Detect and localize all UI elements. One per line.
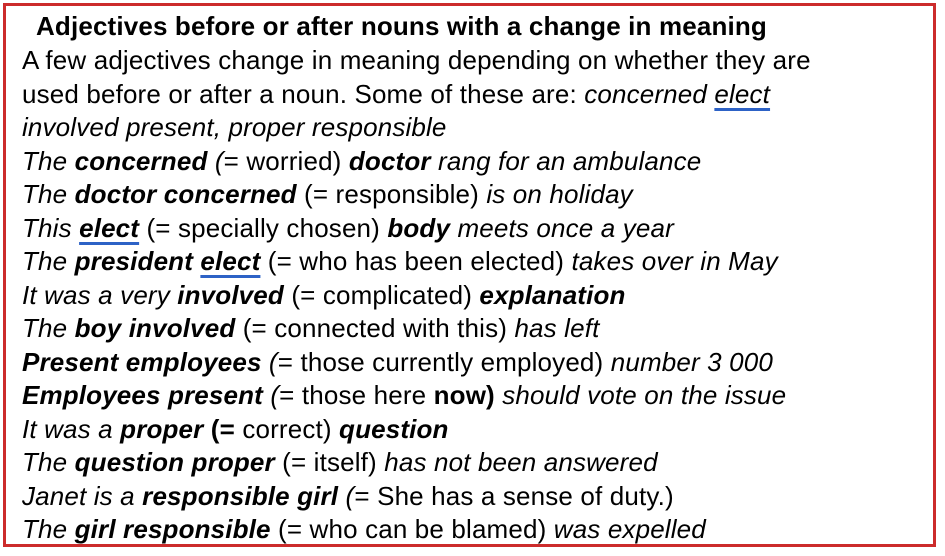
example-text: ( bbox=[262, 380, 280, 410]
example-meaning: (= complicated) bbox=[291, 279, 480, 310]
example-meaning: (= connected with this) bbox=[242, 313, 515, 343]
example-noun: president bbox=[74, 246, 201, 276]
example-emphasis: now) bbox=[433, 380, 495, 410]
example-meaning-open: (= bbox=[210, 413, 235, 444]
example-meaning: (= responsible) bbox=[304, 179, 487, 209]
example-text: ( bbox=[207, 145, 224, 176]
example-adjective-underlined: elect bbox=[200, 246, 261, 276]
example-meaning: = those here bbox=[279, 380, 434, 410]
example-text: meets once a year bbox=[450, 212, 674, 243]
example-line bbox=[22, 413, 927, 447]
example-text bbox=[235, 313, 242, 343]
example-line bbox=[22, 212, 927, 246]
example-adjective: boy involved bbox=[74, 313, 236, 343]
example-text: has left bbox=[514, 313, 600, 343]
page-title: Adjectives before or after nouns with a change in meaning bbox=[36, 11, 767, 41]
example-noun: doctor bbox=[348, 145, 431, 176]
example-text: should vote on the issue bbox=[494, 380, 787, 410]
example-meaning: = those currently employed) bbox=[277, 346, 611, 377]
example-text: The bbox=[22, 313, 75, 343]
example-line bbox=[22, 480, 927, 514]
example-meaning: (= itself) bbox=[282, 447, 385, 477]
example-noun: body bbox=[387, 212, 451, 243]
example-text: is on holiday bbox=[486, 179, 633, 209]
example-line bbox=[22, 513, 927, 547]
example-line bbox=[22, 279, 927, 313]
intro-line-1 bbox=[22, 44, 927, 78]
example-text: Janet is a bbox=[22, 480, 143, 511]
example-text: It was a very bbox=[22, 279, 178, 310]
example-line bbox=[22, 379, 927, 413]
example-adjective: Employees present bbox=[22, 380, 263, 410]
intro-text: used before or after a noun. Some of these are: bbox=[22, 78, 585, 109]
intro-line-2 bbox=[22, 78, 927, 112]
example-adjective: girl responsible bbox=[74, 514, 271, 544]
example-adjective: responsible girl bbox=[142, 480, 339, 511]
example-adjective: concerned bbox=[74, 145, 208, 176]
example-text bbox=[271, 514, 278, 544]
example-meaning: (= who has been elected) bbox=[267, 246, 572, 276]
example-noun: question bbox=[339, 413, 449, 444]
example-text: takes over in May bbox=[571, 246, 778, 276]
example-text bbox=[203, 414, 210, 444]
intro-text: A few adjectives change in meaning depending on whether they are bbox=[22, 45, 811, 75]
example-text: The bbox=[22, 514, 75, 544]
content-frame bbox=[3, 3, 936, 547]
example-text: ( bbox=[338, 480, 355, 511]
example-line bbox=[22, 346, 927, 380]
example-noun: explanation bbox=[479, 279, 626, 310]
example-adjective: Present employees bbox=[22, 346, 262, 377]
example-text: The bbox=[22, 246, 75, 276]
example-meaning: (= who can be blamed) bbox=[278, 514, 554, 544]
example-text: number 3 000 bbox=[610, 346, 773, 377]
intro-adjective-underlined: elect bbox=[714, 78, 771, 109]
example-line bbox=[22, 145, 927, 179]
example-line bbox=[22, 245, 927, 279]
intro-adjective: concerned bbox=[584, 78, 715, 109]
document-body bbox=[22, 10, 927, 547]
example-line bbox=[22, 312, 927, 346]
example-text: The bbox=[22, 179, 75, 209]
example-adjective: question proper bbox=[74, 447, 275, 477]
example-text: The bbox=[22, 145, 75, 176]
example-adjective-underlined: elect bbox=[79, 212, 140, 243]
example-line bbox=[22, 178, 927, 212]
example-text: It was a bbox=[22, 413, 121, 444]
example-meaning: (= specially chosen) bbox=[146, 212, 388, 243]
example-text bbox=[260, 246, 267, 276]
example-adjective: involved bbox=[177, 279, 284, 310]
intro-adjective-list: involved present, proper responsible bbox=[22, 112, 447, 142]
example-text: The bbox=[22, 447, 75, 477]
intro-line-3 bbox=[22, 111, 927, 145]
example-text: This bbox=[22, 212, 80, 243]
example-meaning: = worried) bbox=[223, 145, 349, 176]
example-text: ( bbox=[261, 346, 278, 377]
example-text bbox=[297, 179, 304, 209]
example-adjective: doctor concerned bbox=[74, 179, 297, 209]
example-meaning: correct) bbox=[234, 413, 340, 444]
example-text: has not been answered bbox=[384, 447, 658, 477]
example-adjective: proper bbox=[120, 413, 204, 444]
example-meaning: = She has a sense of duty.) bbox=[354, 480, 674, 511]
example-text: rang for an ambulance bbox=[430, 145, 702, 176]
example-line bbox=[22, 446, 927, 480]
example-text: was expelled bbox=[553, 514, 706, 544]
